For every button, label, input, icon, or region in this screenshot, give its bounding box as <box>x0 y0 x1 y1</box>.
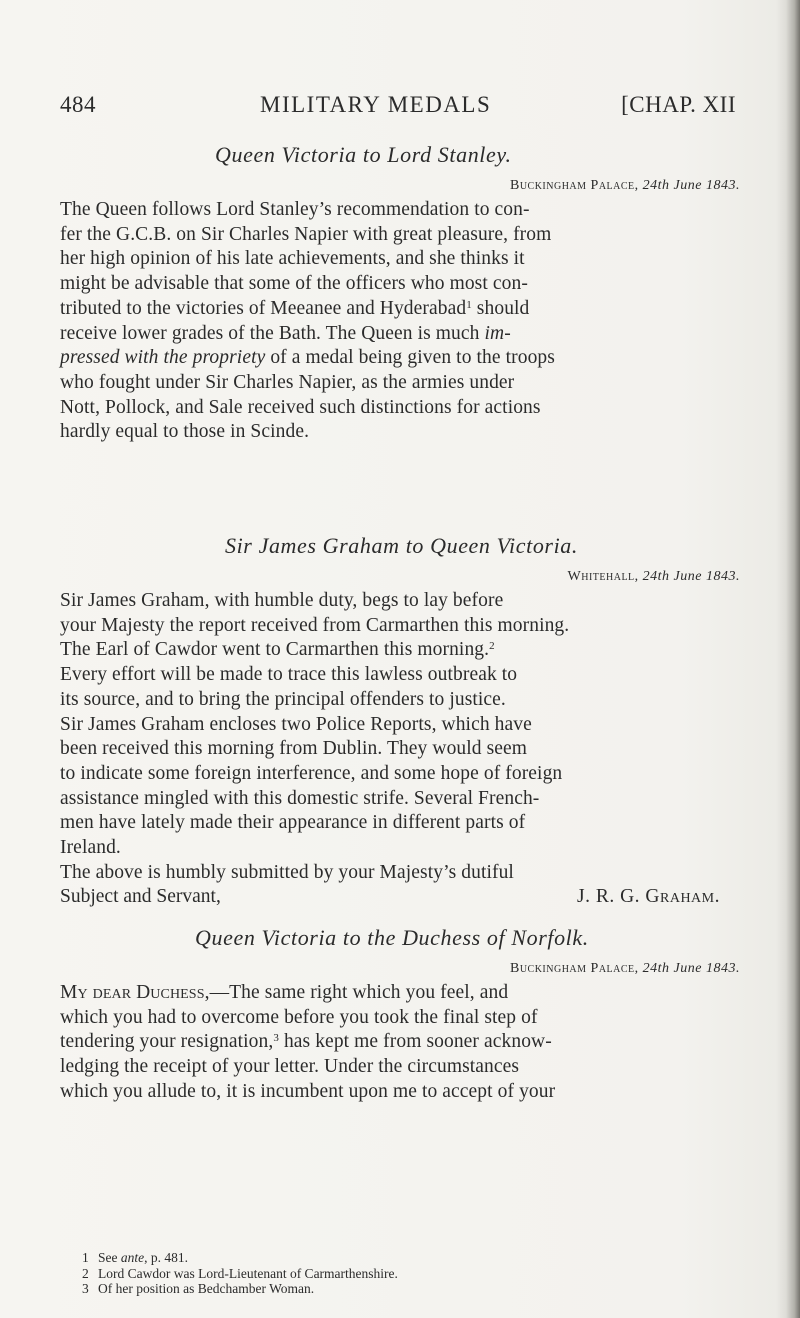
body-line-text: —The same right which you feel, and <box>209 982 509 1003</box>
footnote-item <box>82 1250 732 1266</box>
footnote-italic: ante <box>120 1250 145 1265</box>
letter-body <box>60 198 740 445</box>
body-line: men have lately made their appearance in different parts of <box>60 812 526 834</box>
footnote-number: 2 <box>82 1265 89 1281</box>
body-line: assistance mingled with this domestic strife. Several French- <box>60 787 540 809</box>
letter-heading: Queen Victoria to Lord Stanley. <box>215 142 512 167</box>
body-line: The Queen follows Lord Stanley’s recommendation to con- <box>60 199 530 220</box>
body-line: The above is humbly submitted by your Majesty’s dutiful <box>60 861 514 883</box>
page-number: 484 <box>60 92 96 117</box>
letter-place: Buckingham Palace, <box>509 961 639 976</box>
footnote-number: 1 <box>82 1250 89 1265</box>
footnotes <box>82 1250 732 1297</box>
footnote-text: See <box>98 1250 121 1265</box>
body-line <box>60 346 740 371</box>
footnote-text: , p. 481. <box>144 1250 188 1265</box>
body-line: Ireland. <box>60 837 121 859</box>
body-line: ledging the receipt of your letter. Under the circumstances <box>60 1056 520 1078</box>
body-line: her high opinion of his late achievements, and she thinks it <box>60 248 525 270</box>
body-line: its source, and to bring the principal offenders to justice. <box>60 688 506 710</box>
running-title: MILITARY MEDALS <box>260 92 492 117</box>
letter-body <box>60 981 740 1105</box>
chapter-label <box>621 92 736 118</box>
body-line: which you had to overcome before you took the final step of <box>60 1006 538 1028</box>
letter-body <box>60 589 740 885</box>
letter-date: 24th June 1843. <box>642 961 740 976</box>
body-line: fer the G.C.B. on Sir Charles Napier with great pleasure, from <box>60 223 552 245</box>
letter-graham-to-queen <box>60 533 740 910</box>
body-line: your Majesty the report received from Carmarthen this morning. <box>60 614 570 636</box>
body-line <box>60 322 740 347</box>
letter-queen-to-stanley <box>60 142 740 445</box>
footnote-ref[interactable]: 3 <box>273 1032 279 1045</box>
body-line: which you allude to, it is incumbent upon me to accept of your <box>60 1080 556 1102</box>
closing: Subject and Servant, <box>60 886 221 908</box>
signature-line <box>60 885 740 910</box>
body-line <box>60 981 740 1006</box>
letter-heading: Sir James Graham to Queen Victoria. <box>225 533 578 558</box>
body-line-text: of a medal being given to the troops <box>265 347 555 369</box>
body-line-text: The Earl of Cawdor went to Carmarthen this morning. <box>60 639 490 661</box>
body-line: Sir James Graham encloses two Police Reports, which have <box>60 713 532 735</box>
body-line: hardly equal to those in Scinde. <box>60 421 310 443</box>
footnote-ref[interactable]: 1 <box>466 298 472 311</box>
letter-place: Buckingham Palace, <box>509 178 639 193</box>
footnote-item <box>82 1281 732 1297</box>
letter-place: Whitehall, <box>567 569 639 584</box>
page-edge-shadow <box>786 0 800 1318</box>
body-line: might be advisable that some of the officers who most con- <box>60 273 528 295</box>
letter-queen-to-duchess <box>60 925 740 1105</box>
body-line-text: should <box>471 297 530 319</box>
body-line: Sir James Graham, with humble duty, begs to lay before <box>60 590 504 611</box>
body-line: Every effort will be made to trace this lawless outbreak to <box>60 664 518 686</box>
footnote-number: 3 <box>82 1281 89 1296</box>
body-line-text: has kept me from sooner acknow- <box>278 1031 552 1053</box>
body-line-text: tributed to the victories of Meeanee and Hyderabad <box>60 297 467 319</box>
body-line <box>60 1030 740 1055</box>
footnote-text: Of her position as Bedchamber Woman. <box>98 1281 315 1296</box>
body-line: been received this morning from Dublin. They would seem <box>60 738 528 760</box>
chapter-text: [CHAP. XII <box>621 92 736 117</box>
italic-text: im- <box>484 322 511 344</box>
body-line: Nott, Pollock, and Sale received such distinctions for actions <box>60 396 541 418</box>
letter-heading: Queen Victoria to the Duchess of Norfolk. <box>195 925 589 950</box>
body-line: to indicate some foreign interference, and some hope of foreign <box>60 762 563 784</box>
footnote-item <box>82 1266 732 1282</box>
footnote-ref[interactable]: 2 <box>489 640 495 653</box>
body-line <box>60 638 740 663</box>
signature: J. R. G. Graham. <box>576 886 720 908</box>
footnote-text: Lord Cawdor was Lord-Lieutenant of Carmarthenshire. <box>98 1265 398 1281</box>
letter-dateline <box>60 569 740 585</box>
body-line-text: tendering your resignation, <box>60 1031 274 1053</box>
letter-dateline <box>60 178 740 194</box>
salutation: My dear Duchess, <box>60 982 210 1003</box>
body-line-text: receive lower grades of the Bath. The Queen is much <box>60 322 480 344</box>
body-line <box>60 297 740 322</box>
letter-dateline <box>60 961 740 977</box>
letter-date: 24th June 1843. <box>642 569 740 584</box>
body-line: who fought under Sir Charles Napier, as the armies under <box>60 371 515 393</box>
italic-text: pressed with the propriety <box>60 347 266 369</box>
letter-date: 24th June 1843. <box>642 178 740 193</box>
